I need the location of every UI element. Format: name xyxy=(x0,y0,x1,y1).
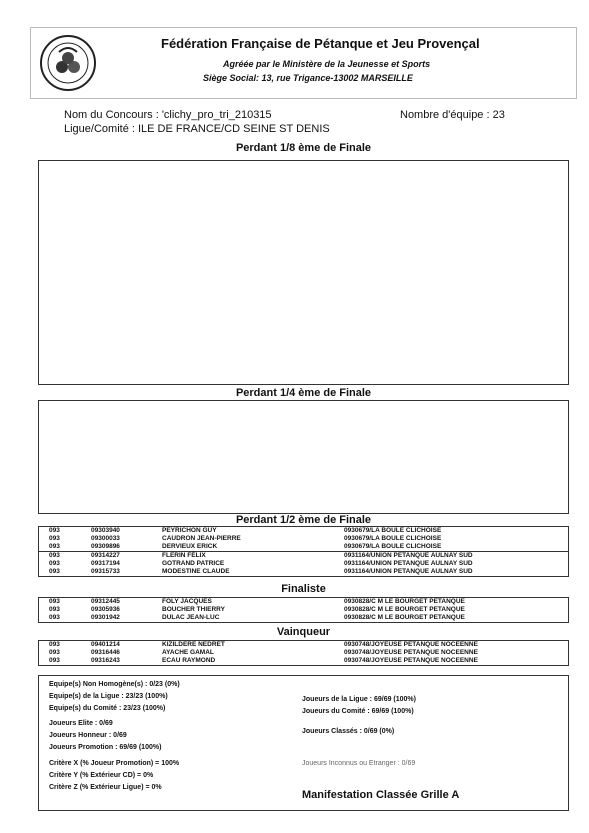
table-row: 093 09317194 GOTRAND PATRICE 0931164/UNION PETANQUE AULNAY SUD xyxy=(49,560,473,567)
stat-joueurs-classes: Joueurs Classés : 0/69 (0%) xyxy=(302,728,395,735)
section-title-vainqueur: Vainqueur xyxy=(276,626,331,638)
table-row: 093 09300033 CAUDRON JEAN-PIERRE 0930679/LA BOULE CLICHOISE xyxy=(49,535,442,542)
federation-logo-icon xyxy=(39,34,97,92)
section-title-finaliste: Finaliste xyxy=(281,583,326,595)
stat-critere-x: Critère X (% Joueur Promotion) = 100% xyxy=(49,760,180,767)
table-row: 093 09305936 BOUCHER THIERRY 0930828/C M LE BOURGET PETANQUE xyxy=(49,606,465,613)
federation-subtitle-ministry: Agréée par le Ministère de la Jeunesse et Sports xyxy=(223,59,431,69)
section-title-demi: Perdant 1/2 ème de Finale xyxy=(235,514,372,526)
stat-joueurs-promotion: Joueurs Promotion : 69/69 (100%) xyxy=(49,744,162,751)
stat-joueurs-elite: Joueurs Elite : 0/69 xyxy=(49,720,113,727)
table-row: 093 09303940 PEYRICHON GUY 0930679/LA BOULE CLICHOISE xyxy=(49,527,442,534)
federation-subtitle-address: Siège Social: 13, rue Trigance-13002 MARSEILLE xyxy=(203,73,413,83)
concours-name: Nom du Concours : 'clichy_pro_tri_210315 xyxy=(64,109,272,121)
federation-header xyxy=(30,27,577,99)
manifestation-classee: Manifestation Classée Grille A xyxy=(302,789,460,801)
stat-equipes-comite: Equipe(s) du Comité : 23/23 (100%) xyxy=(49,705,166,712)
table-row: 093 09315733 MODESTINE CLAUDE 0931164/UNION PETANQUE AULNAY SUD xyxy=(49,568,473,575)
stat-joueurs-ligue: Joueurs de la Ligue : 69/69 (100%) xyxy=(302,696,416,703)
table-row: 093 09301942 DULAC JEAN-LUC 0930828/C M LE BOURGET PETANQUE xyxy=(49,614,465,621)
demi-team-1 xyxy=(39,527,568,551)
demi-teams-block xyxy=(38,526,569,577)
huitieme-box xyxy=(38,160,569,385)
table-row: 093 09309896 DERVIEUX ERICK 0930679/LA BOULE CLICHOISE xyxy=(49,543,442,550)
stat-joueurs-inconnus: Joueurs Inconnus ou Etranger : 0/69 xyxy=(302,760,416,767)
stat-joueurs-honneur: Joueurs Honneur : 0/69 xyxy=(49,732,127,739)
stat-critere-y: Critère Y (% Extérieur CD) = 0% xyxy=(49,772,154,779)
ligue-comite: Ligue/Comité : ILE DE FRANCE/CD SEINE ST DENIS xyxy=(64,123,330,135)
quart-box xyxy=(38,400,569,514)
nombre-equipe: Nombre d'équipe : 23 xyxy=(400,109,505,121)
stat-equipes-ligue: Equipe(s) de la Ligue : 23/23 (100%) xyxy=(49,693,168,700)
table-row: 093 09312445 FOLY JACQUES 0930828/C M LE BOURGET PETANQUE xyxy=(49,598,465,605)
stat-joueurs-comite: Joueurs du Comité : 69/69 (100%) xyxy=(302,708,414,715)
section-title-quart: Perdant 1/4 ème de Finale xyxy=(235,387,372,399)
finaliste-team-block xyxy=(38,597,569,623)
table-row: 093 09314227 FLERIN FÉLIX 0931164/UNION PETANQUE AULNAY SUD xyxy=(49,552,473,559)
vainqueur-team-block xyxy=(38,640,569,666)
stat-critere-z: Critère Z (% Extérieur Ligue) = 0% xyxy=(49,784,162,791)
section-title-huitieme: Perdant 1/8 ème de Finale xyxy=(235,142,372,154)
statistics-box xyxy=(38,675,569,811)
federation-name: Fédération Française de Pétanque et Jeu Provençal xyxy=(161,36,480,51)
table-row: 093 09316243 ECAU RAYMOND 0930748/JOYEUSE PETANQUE NOCEENNE xyxy=(49,657,478,664)
table-row: 093 09316446 AYACHE GAMAL 0930748/JOYEUSE PETANQUE NOCEENNE xyxy=(49,649,478,656)
stat-non-homogene: Equipe(s) Non Homogène(s) : 0/23 (0%) xyxy=(49,681,180,688)
demi-team-2 xyxy=(39,551,568,576)
table-row: 093 09401214 KIZILDERE NEDRET 0930748/JOYEUSE PETANQUE NOCEENNE xyxy=(49,641,478,648)
